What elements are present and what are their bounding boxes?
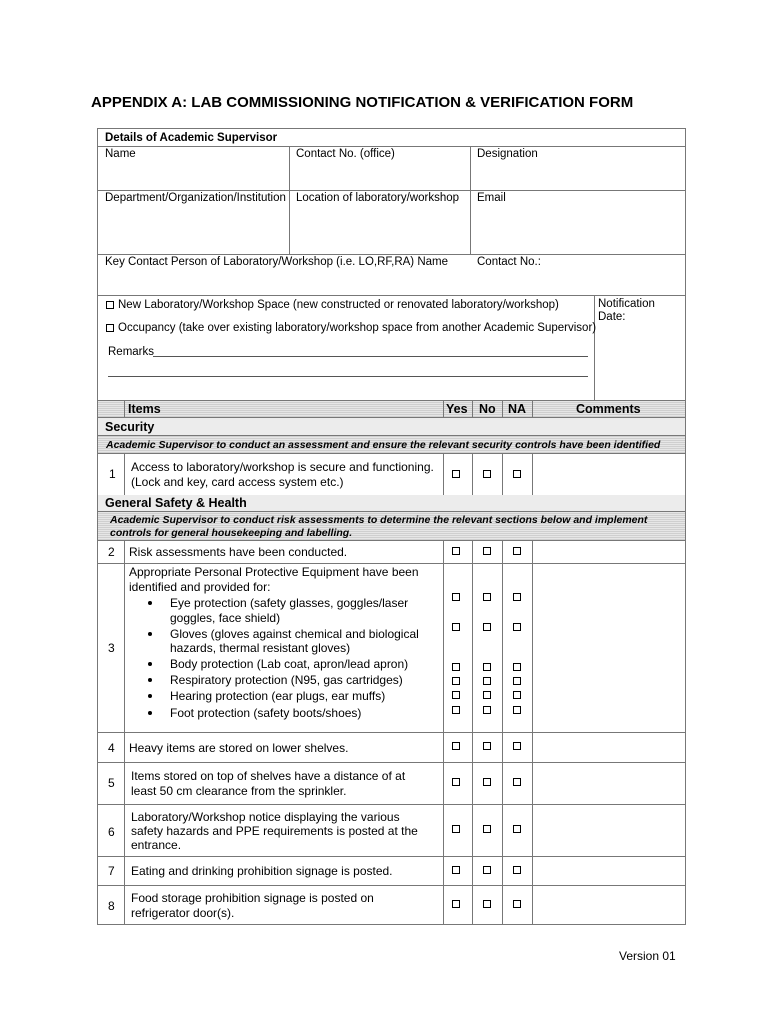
- bullet-icon: [148, 601, 152, 605]
- item-7-number: 7: [108, 864, 115, 878]
- item-6-na-checkbox[interactable]: [513, 825, 521, 833]
- item-8-line1: Food storage prohibition signage is posted on: [131, 891, 374, 905]
- ppe-eye-na-checkbox[interactable]: [513, 593, 521, 601]
- department-label: Department/Organization/Institution: [105, 192, 286, 204]
- occupancy-label: Occupancy (take over existing laboratory/workshop space from another Academic Supervisor): [118, 322, 597, 334]
- page-title: APPENDIX A: LAB COMMISSIONING NOTIFICATION & VERIFICATION FORM: [91, 94, 634, 111]
- item-4-text: Heavy items are stored on lower shelves.: [129, 741, 349, 755]
- item-7-no-checkbox[interactable]: [483, 866, 491, 874]
- ppe-hearing-yes-checkbox[interactable]: [452, 691, 460, 699]
- item-6-no-checkbox[interactable]: [483, 825, 491, 833]
- item-8-yes-checkbox[interactable]: [452, 900, 460, 908]
- key-contact-label: Key Contact Person of Laboratory/Workshop (i.e. LO,RF,RA) Name: [105, 256, 449, 268]
- ppe-gloves-line1: Gloves (gloves against chemical and biological: [170, 627, 419, 641]
- header-comments: Comments: [576, 402, 641, 416]
- general-instruction-1: Academic Supervisor to conduct risk assessments to determine the relevant sections below and implement: [110, 514, 648, 526]
- item-1-na-checkbox[interactable]: [513, 470, 521, 478]
- item-2-yes-checkbox[interactable]: [452, 547, 460, 555]
- item-1-number: 1: [109, 467, 116, 481]
- new-space-checkbox[interactable]: [106, 301, 114, 309]
- item-3-line1: Appropriate Personal Protective Equipment have been: [129, 565, 419, 579]
- contact-office-label: Contact No. (office): [296, 148, 395, 160]
- item-6-line2: safety hazards and PPE requirements is posted at the: [131, 824, 418, 838]
- ppe-eye-line2: goggles, face shield): [170, 611, 281, 625]
- ppe-hearing-na-checkbox[interactable]: [513, 691, 521, 699]
- item-7-yes-checkbox[interactable]: [452, 866, 460, 874]
- item-1-no-checkbox[interactable]: [483, 470, 491, 478]
- remarks-line-2[interactable]: [108, 376, 588, 377]
- ppe-resp-yes-checkbox[interactable]: [452, 677, 460, 685]
- header-no: No: [479, 402, 496, 416]
- item-5-line1: Items stored on top of shelves have a distance of at: [131, 769, 406, 783]
- item-5-na-checkbox[interactable]: [513, 778, 521, 786]
- occupancy-checkbox[interactable]: [106, 324, 114, 332]
- item-5-line2: least 50 cm clearance from the sprinkler.: [131, 784, 347, 798]
- ppe-foot: Foot protection (safety boots/shoes): [170, 706, 362, 720]
- location-label: Location of laboratory/workshop: [296, 192, 460, 204]
- item-6-line3: entrance.: [131, 838, 182, 852]
- item-2-na-checkbox[interactable]: [513, 547, 521, 555]
- new-space-label: New Laboratory/Workshop Space (new constructed or renovated laboratory/workshop): [118, 299, 559, 311]
- ppe-foot-na-checkbox[interactable]: [513, 706, 521, 714]
- item-7-na-checkbox[interactable]: [513, 866, 521, 874]
- item-4-number: 4: [108, 741, 115, 755]
- ppe-eye-line1: Eye protection (safety glasses, goggles/laser: [170, 596, 409, 610]
- ppe-body: Body protection (Lab coat, apron/lead apron): [170, 657, 409, 671]
- email-label: Email: [477, 192, 506, 204]
- ppe-gloves-line2: hazards, thermal resistant gloves): [170, 641, 351, 655]
- item-2-number: 2: [108, 545, 115, 559]
- item-5-no-checkbox[interactable]: [483, 778, 491, 786]
- bullet-icon: [148, 678, 152, 682]
- header-items: Items: [128, 402, 161, 416]
- bullet-icon: [148, 662, 152, 666]
- ppe-resp-na-checkbox[interactable]: [513, 677, 521, 685]
- header-yes: Yes: [446, 402, 468, 416]
- item-6-yes-checkbox[interactable]: [452, 825, 460, 833]
- item-8-number: 8: [108, 899, 115, 913]
- ppe-body-no-checkbox[interactable]: [483, 663, 491, 671]
- item-8-no-checkbox[interactable]: [483, 900, 491, 908]
- designation-label: Designation: [477, 148, 538, 160]
- notification-date-label-1: Notification: [598, 298, 655, 310]
- bullet-icon: [148, 632, 152, 636]
- item-8-na-checkbox[interactable]: [513, 900, 521, 908]
- supervisor-heading: Details of Academic Supervisor: [105, 132, 278, 144]
- ppe-eye-no-checkbox[interactable]: [483, 593, 491, 601]
- ppe-hearing-no-checkbox[interactable]: [483, 691, 491, 699]
- security-title: Security: [105, 420, 155, 434]
- header-na: NA: [508, 402, 527, 416]
- ppe-hearing: Hearing protection (ear plugs, ear muffs): [170, 689, 386, 703]
- remarks-line-1[interactable]: [153, 356, 588, 357]
- item-8-line2: refrigerator door(s).: [131, 906, 235, 920]
- item-3-line2: identified and provided for:: [129, 580, 271, 594]
- item-1-yes-checkbox[interactable]: [452, 470, 460, 478]
- notification-date-label-2: Date:: [598, 311, 626, 323]
- ppe-gloves-na-checkbox[interactable]: [513, 623, 521, 631]
- item-3-number: 3: [108, 641, 115, 655]
- remarks-label: Remarks: [108, 346, 155, 358]
- bullet-icon: [148, 694, 152, 698]
- ppe-body-yes-checkbox[interactable]: [452, 663, 460, 671]
- item-4-yes-checkbox[interactable]: [452, 742, 460, 750]
- ppe-gloves-yes-checkbox[interactable]: [452, 623, 460, 631]
- ppe-eye-yes-checkbox[interactable]: [452, 593, 460, 601]
- ppe-foot-yes-checkbox[interactable]: [452, 706, 460, 714]
- item-6-line1: Laboratory/Workshop notice displaying the various: [131, 810, 400, 824]
- item-4-no-checkbox[interactable]: [483, 742, 491, 750]
- ppe-resp-no-checkbox[interactable]: [483, 677, 491, 685]
- ppe-gloves-no-checkbox[interactable]: [483, 623, 491, 631]
- security-instruction: Academic Supervisor to conduct an assessment and ensure the relevant security controls have been identified: [106, 439, 661, 451]
- item-1-line1: Access to laboratory/workshop is secure and functioning.: [131, 460, 434, 474]
- contact-no-label: Contact No.:: [477, 256, 541, 268]
- name-label: Name: [105, 148, 136, 160]
- bullet-icon: [148, 711, 152, 715]
- general-instruction-2: controls for general housekeeping and labelling.: [110, 527, 353, 539]
- ppe-respiratory: Respiratory protection (N95, gas cartridges): [170, 673, 403, 687]
- item-5-number: 5: [108, 776, 115, 790]
- ppe-foot-no-checkbox[interactable]: [483, 706, 491, 714]
- item-2-no-checkbox[interactable]: [483, 547, 491, 555]
- item-4-na-checkbox[interactable]: [513, 742, 521, 750]
- item-5-yes-checkbox[interactable]: [452, 778, 460, 786]
- version-label: Version 01: [619, 949, 676, 963]
- item-7-text: Eating and drinking prohibition signage is posted.: [131, 864, 393, 878]
- item-6-number: 6: [108, 825, 115, 839]
- general-title: General Safety & Health: [105, 496, 247, 510]
- item-1-line2: (Lock and key, card access system etc.): [131, 475, 344, 489]
- ppe-body-na-checkbox[interactable]: [513, 663, 521, 671]
- item-2-text: Risk assessments have been conducted.: [129, 545, 348, 559]
